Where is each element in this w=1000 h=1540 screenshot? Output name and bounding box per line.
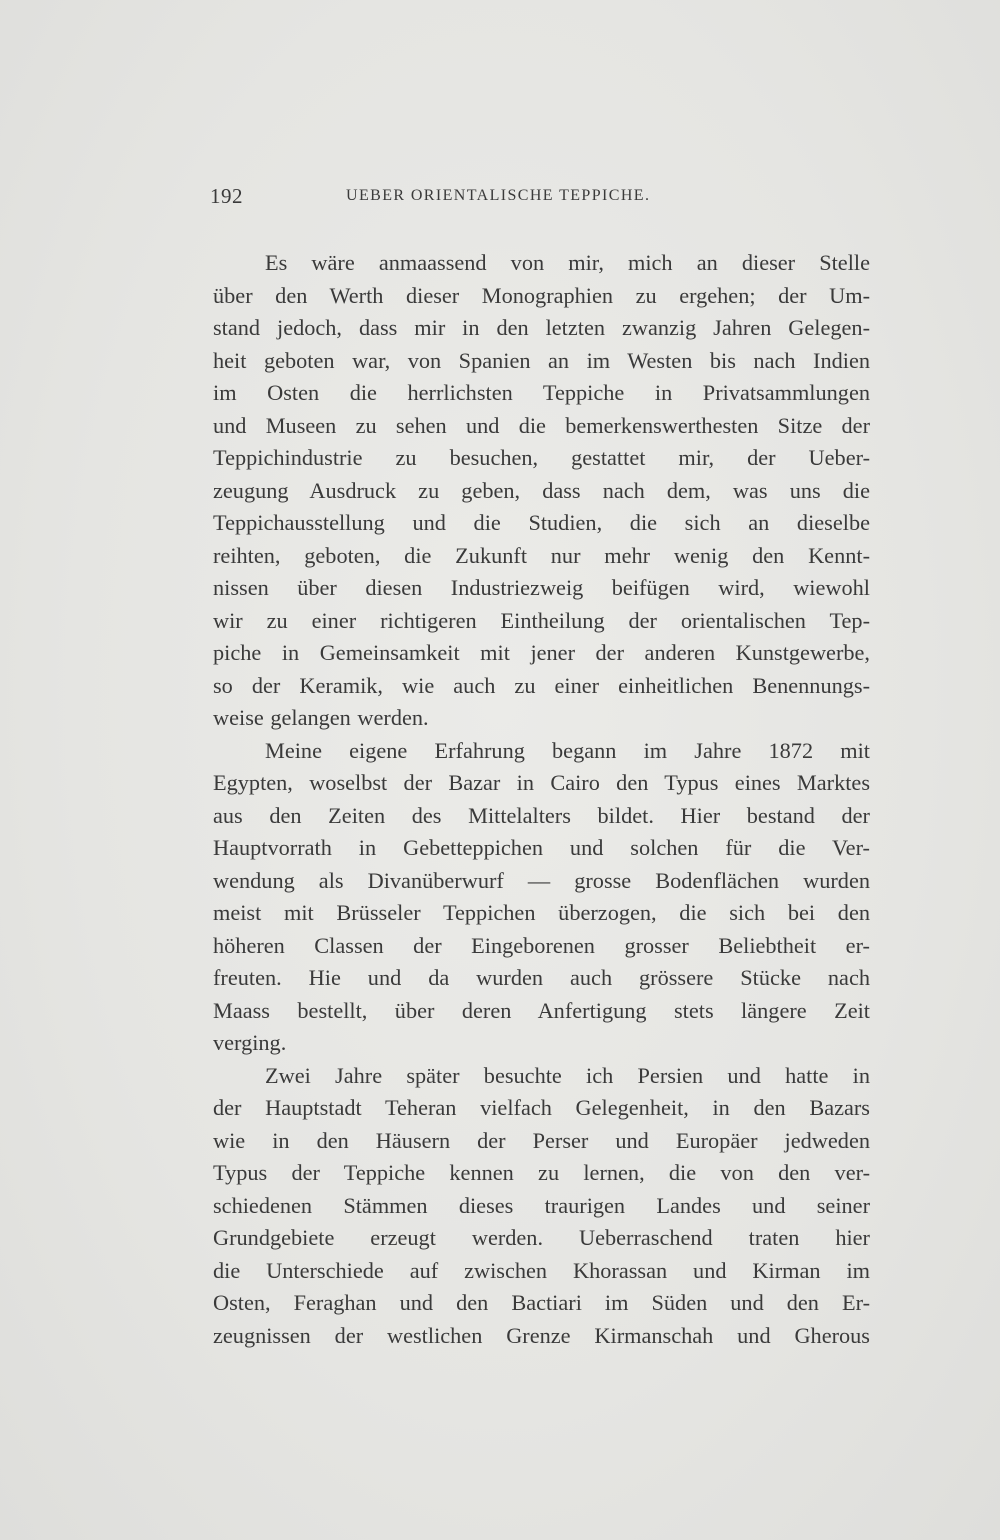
text-line: Zwei Jahre später besuchte ich Persien und hatte in [265,1062,870,1088]
page-number: 192 [210,184,243,208]
text-line: und Museen zu sehen und die bemerkenswerthesten Sitze der [213,412,870,438]
text-line: nissen über diesen Industriezweig beifügen wird, wiewohl [213,575,870,600]
text-line: Teppichausstellung und die Studien, die sich an dieselbe [213,510,870,535]
text-line: im Osten die herrlichsten Teppiche in Privatsammlungen [213,380,870,405]
text-line: der Hauptstadt Teheran vielfach Gelegenheit, in den Bazars [213,1095,870,1120]
running-title: UEBER ORIENTALISCHE TEPPICHE. [346,187,651,204]
text-line: Hauptvorrath in Gebetteppichen und solchen für die Ver- [213,835,870,860]
paragraph-2 [213,735,870,1060]
text-line: Es wäre anmaassend von mir, mich an dieser Stelle [265,250,870,275]
text-line: aus den Zeiten des Mittelalters bildet. Hier bestand der [213,802,870,828]
text-line: weise gelangen werden. [213,705,429,730]
text-line: wir zu einer richtigeren Eintheilung der orientalischen Tep- [213,607,870,633]
paragraph-1 [213,247,870,735]
text-line: höheren Classen der Eingeborenen grosser Beliebtheit er- [213,932,870,958]
text-line: piche in Gemeinsamkeit mit jener der anderen Kunstgewerbe, [213,640,870,665]
text-line: zeugnissen der westlichen Grenze Kirmanschah und Gherous [213,1322,870,1348]
text-line: stand jedoch, dass mir in den letzten zwanzig Jahren Gelegen- [213,315,870,340]
text-line: reihten, geboten, die Zukunft nur mehr wenig den Kennt- [213,542,870,568]
text-line: Maass bestellt, über deren Anfertigung stets längere Zeit [213,997,870,1023]
text-line: Grundgebiete erzeugt werden. Ueberraschend traten hier [213,1225,870,1250]
text-line: meist mit Brüsseler Teppichen überzogen, die sich bei den [213,900,870,925]
text-line: Typus der Teppiche kennen zu lernen, die von den ver- [213,1160,870,1185]
paragraph-3 [213,1060,870,1353]
text-line: so der Keramik, wie auch zu einer einheitlichen Benennungs- [213,672,870,698]
text-line: Egypten, woselbst der Bazar in Cairo den Typus eines Marktes [213,770,870,795]
text-line: verging. [213,1030,287,1055]
text-line: wie in den Häusern der Perser und Europäer jedweden [213,1127,870,1153]
text-line: zeugung Ausdruck zu geben, dass nach dem, was uns die [213,477,870,503]
text-line: freuten. Hie und da wurden auch grössere Stücke nach [213,965,870,990]
text-line: heit geboten war, von Spanien an im Westen bis nach Indien [213,347,870,373]
text-line: über den Werth dieser Monographien zu ergehen; der Um- [213,282,870,308]
text-line: Osten, Feraghan und den Bactiari im Süden und den Er- [213,1290,870,1315]
body-text [213,247,870,1352]
text-line: schiedenen Stämmen dieses traurigen Landes und seiner [213,1192,870,1218]
text-line: Teppichindustrie zu besuchen, gestattet mir, der Ueber- [213,445,870,470]
running-head [210,184,730,214]
text-line: Meine eigene Erfahrung begann im Jahre 1872 mit [265,737,870,763]
text-line: die Unterschiede auf zwischen Khorassan und Kirman im [213,1257,870,1283]
text-line: wendung als Divanüberwurf — grosse Bodenflächen wurden [213,867,870,893]
